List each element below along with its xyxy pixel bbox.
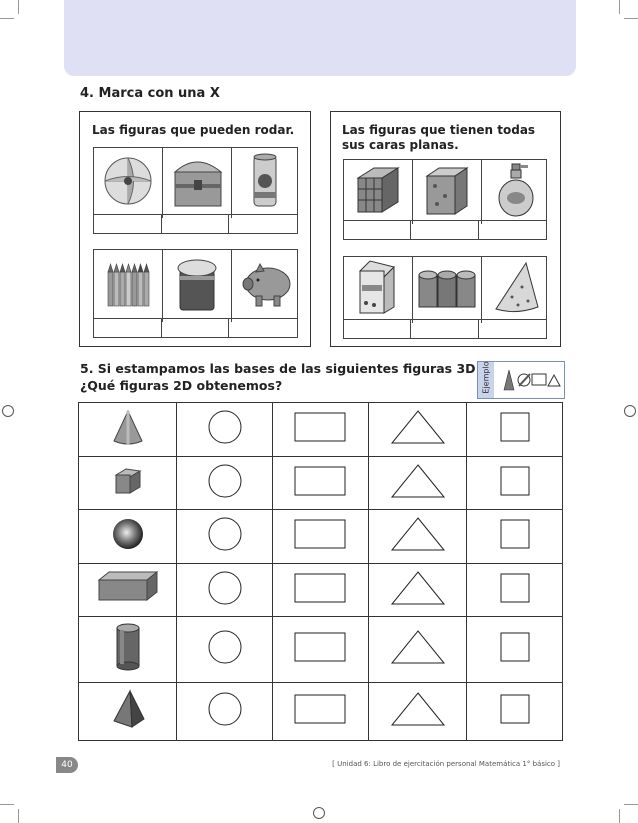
page-number: 40 — [56, 757, 78, 773]
question-5-line2: ¿Qué figuras 2D obtenemos? — [80, 378, 283, 393]
rectangle-shape-icon — [293, 409, 349, 445]
square-shape-icon — [498, 692, 532, 726]
flat-faces-title — [342, 123, 535, 153]
square-option-cell[interactable] — [467, 682, 563, 740]
image-cell — [163, 148, 232, 218]
image-cell — [232, 250, 300, 322]
milk-carton-icon — [344, 257, 412, 319]
image-row — [93, 249, 298, 319]
question-5-line1: 5. Si estampamos las bases de las siguientes figuras 3D — [80, 361, 476, 376]
flat-faces-box — [330, 111, 561, 347]
beach-ball-icon — [94, 148, 162, 214]
triangle-shape-icon — [388, 689, 448, 729]
circle-shape-icon — [205, 461, 245, 501]
image-cell — [94, 148, 163, 218]
image-cell — [482, 160, 550, 224]
image-row — [343, 159, 547, 221]
triangle-shape-icon — [388, 568, 448, 608]
image-cell — [344, 160, 413, 224]
square-shape-icon — [498, 410, 532, 444]
pyramid-icon — [108, 687, 148, 731]
rectangle-shape-icon — [293, 629, 349, 665]
solid-cell — [79, 510, 177, 564]
triangle-option-cell[interactable] — [369, 617, 467, 682]
triangle-shape-icon — [388, 514, 448, 554]
solid-cell — [79, 617, 177, 682]
question-5-title — [80, 360, 476, 394]
rectangle-option-cell[interactable] — [273, 617, 369, 682]
crop-mark — [624, 18, 638, 19]
rectangle-shape-icon — [293, 570, 349, 606]
image-cell — [413, 257, 482, 323]
rectangle-shape-icon — [293, 691, 349, 727]
cone-icon — [108, 407, 148, 447]
rectangle-option-cell[interactable] — [273, 456, 369, 510]
circle-shape-icon — [205, 568, 245, 608]
gift-box-icon — [413, 160, 481, 220]
crop-mark — [624, 804, 638, 805]
rolling-shapes-box — [79, 111, 311, 347]
cube-icon — [108, 461, 148, 501]
rectangle-shape-icon — [293, 516, 349, 552]
rubiks-cube-icon — [344, 160, 412, 220]
circle-option-cell[interactable] — [177, 563, 273, 617]
piggy-bank-icon — [232, 250, 300, 318]
rectangle-option-cell[interactable] — [273, 682, 369, 740]
image-cell — [482, 257, 550, 323]
table-row — [79, 456, 563, 510]
triangle-option-cell[interactable] — [369, 403, 467, 457]
crayons-icon — [94, 250, 162, 318]
circle-option-cell[interactable] — [177, 510, 273, 564]
crop-mark — [18, 809, 19, 823]
circle-option-cell[interactable] — [177, 682, 273, 740]
example-label: Ejemplo — [481, 361, 491, 394]
image-cell — [344, 257, 413, 323]
rectangle-shape-icon — [293, 463, 349, 499]
jar-icon — [163, 250, 231, 318]
square-shape-icon — [498, 464, 532, 498]
square-option-cell[interactable] — [467, 510, 563, 564]
party-hat-icon — [482, 257, 550, 319]
crop-mark — [0, 804, 14, 805]
square-option-cell[interactable] — [467, 403, 563, 457]
rolling-shapes-title: Las figuras que pueden rodar. — [92, 123, 295, 137]
image-row — [93, 147, 298, 215]
image-cell — [413, 160, 482, 224]
crop-mark — [18, 0, 19, 14]
header-banner — [64, 0, 576, 76]
question-4-title: 4. Marca con una X — [80, 86, 220, 101]
circle-option-cell[interactable] — [177, 617, 273, 682]
square-shape-icon — [498, 630, 532, 664]
table-row — [79, 617, 563, 682]
square-shape-icon — [498, 517, 532, 551]
rectangular-prism-icon — [95, 568, 161, 608]
example-tab — [478, 362, 494, 398]
table-row — [79, 510, 563, 564]
shapes-table — [78, 402, 563, 741]
flat-faces-title-line2: sus caras planas. — [342, 138, 459, 152]
crop-mark — [0, 18, 14, 19]
rectangle-option-cell[interactable] — [273, 403, 369, 457]
registration-mark-icon — [2, 405, 14, 417]
sphere-icon — [108, 514, 148, 554]
table-row — [79, 403, 563, 457]
footer-text: [ Unidad 6: Libro de ejercitación personal Matemática 1° básico ] — [332, 760, 560, 768]
registration-mark-icon — [624, 405, 636, 417]
circle-shape-icon — [205, 627, 245, 667]
triangle-shape-icon — [388, 407, 448, 447]
treasure-chest-icon — [163, 148, 231, 214]
triangle-shape-icon — [388, 461, 448, 501]
example-shapes-icon — [496, 364, 562, 396]
crop-mark — [619, 809, 620, 823]
image-cell — [232, 148, 300, 218]
table-row — [79, 563, 563, 617]
image-cell — [94, 250, 163, 322]
square-option-cell[interactable] — [467, 456, 563, 510]
circle-shape-icon — [205, 514, 245, 554]
paper-rolls-icon — [413, 257, 481, 319]
image-row — [343, 256, 547, 320]
registration-mark-icon — [313, 807, 325, 819]
triangle-option-cell[interactable] — [369, 456, 467, 510]
solid-cell — [79, 456, 177, 510]
square-shape-icon — [498, 571, 532, 605]
square-option-cell[interactable] — [467, 617, 563, 682]
solid-cell — [79, 682, 177, 740]
flat-faces-title-line1: Las figuras que tienen todas — [342, 123, 536, 137]
example-panel — [477, 361, 565, 399]
table-row — [79, 682, 563, 740]
image-cell — [163, 250, 232, 322]
cylinder-icon — [108, 622, 148, 672]
rectangle-option-cell[interactable] — [273, 563, 369, 617]
soap-bottle-icon — [482, 160, 550, 220]
rectangle-option-cell[interactable] — [273, 510, 369, 564]
soda-can-icon — [232, 148, 300, 214]
circle-shape-icon — [205, 407, 245, 447]
triangle-option-cell[interactable] — [369, 682, 467, 740]
circle-option-cell[interactable] — [177, 456, 273, 510]
solid-cell — [79, 403, 177, 457]
triangle-option-cell[interactable] — [369, 563, 467, 617]
square-option-cell[interactable] — [467, 563, 563, 617]
solid-cell — [79, 563, 177, 617]
triangle-option-cell[interactable] — [369, 510, 467, 564]
circle-shape-icon — [205, 689, 245, 729]
triangle-shape-icon — [388, 627, 448, 667]
crop-mark — [619, 0, 620, 14]
circle-option-cell[interactable] — [177, 403, 273, 457]
